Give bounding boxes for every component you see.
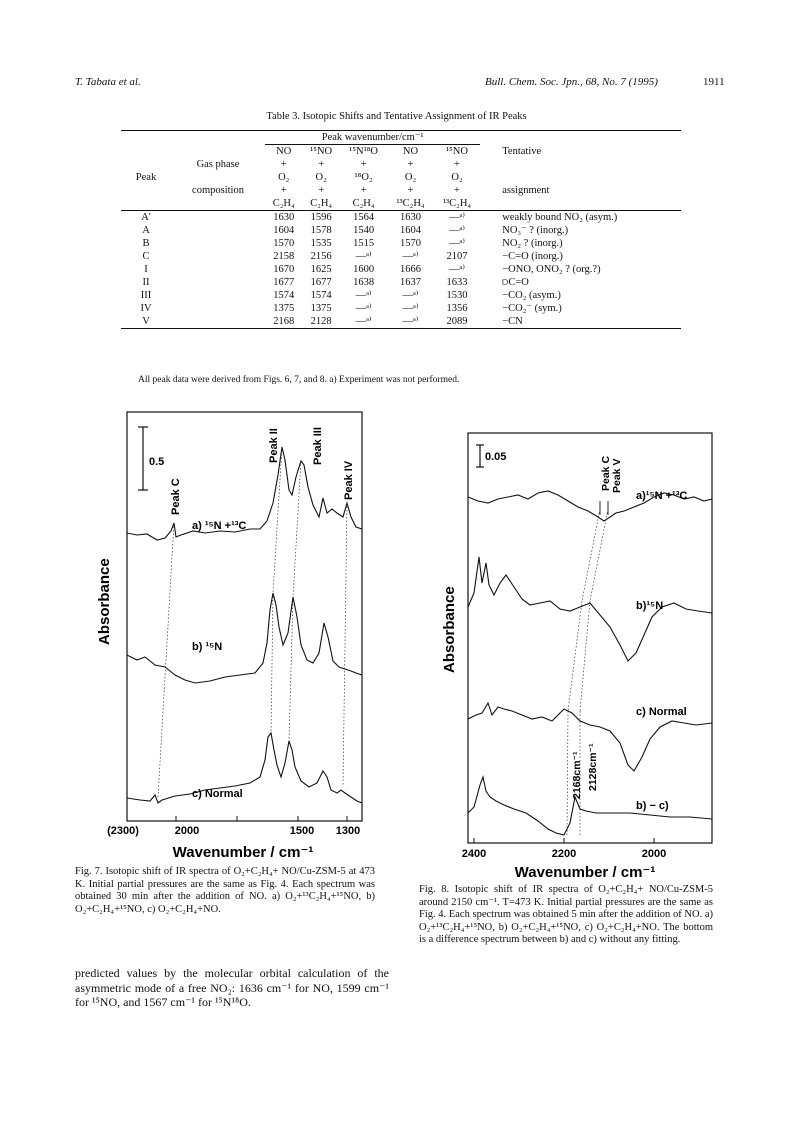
fig8-line-2128-label: 2128cm⁻¹ (587, 743, 599, 791)
value-cell: 1515 (353, 238, 375, 249)
fig8-trace-b-label: b)¹⁵N (636, 600, 664, 612)
fig7-trace-b-label: b) ¹⁵N (192, 641, 223, 653)
fig7-peak-iii-label: Peak III (312, 427, 324, 465)
fig7-trace-a-label: a) ¹⁵N +¹³C (192, 520, 247, 532)
col-head: O₂ (404, 172, 417, 183)
fig8-trace-a-label: a)¹⁵N +¹³C (636, 490, 688, 502)
fig7-peak-c-label: Peak C (170, 478, 182, 515)
fig7-peak-iv-label: Peak IV (343, 460, 355, 500)
peak-cell: C (142, 251, 150, 262)
col-head: + (318, 159, 325, 170)
table-row (121, 289, 681, 302)
fig8-trace-b (468, 557, 712, 661)
col-head: + (360, 185, 367, 196)
table-row (121, 250, 681, 263)
col-head: + (454, 185, 460, 196)
assignment-cell: ⫐C=O (502, 277, 529, 288)
value-cell: 1375 (273, 303, 295, 314)
assignment-cell: −CN (502, 316, 523, 327)
value-cell: 1570 (399, 238, 421, 249)
fig8-xtick: 2400 (461, 848, 487, 860)
col-head: ¹⁵NO (310, 146, 333, 157)
fig8-trace-c-label: c) Normal (636, 706, 687, 718)
value-cell: —ᵃ⁾ (355, 316, 372, 327)
value-cell: 1630 (399, 212, 421, 223)
fig8-xtick: 2200 (551, 848, 577, 860)
assignment-cell: NO₃⁻ ? (inorg.) (502, 225, 569, 236)
peak-wavenumber-header: Peak wavenumber/cm⁻¹ (265, 131, 480, 145)
peak-cell: III (140, 290, 152, 301)
assignment-cell: −C=O (inorg.) (502, 251, 563, 262)
value-cell: 2168 (273, 316, 295, 327)
value-cell: —ᵃ⁾ (449, 212, 465, 223)
value-cell: 1604 (273, 225, 295, 236)
fig8-ylabel: Absorbance (441, 586, 458, 673)
table-row (121, 224, 681, 237)
col-head: ¹³C₂H₄ (442, 198, 472, 209)
peak-cell: IV (140, 303, 152, 314)
col-head: C₂H₄ (272, 198, 295, 209)
table-footnote: All peak data were derived from Figs. 6, 7, and 8. a) Experiment was not performed. (138, 375, 460, 385)
value-cell: —ᵃ⁾ (355, 251, 372, 262)
body-paragraph: predicted values by the molecular orbital calculation of the asymmetric mode of a free NO₂: 1636 cm⁻¹ for NO, 1599 cm⁻¹ for ¹⁵NO, and 1567 cm⁻¹ for ¹⁵N¹⁸O. (75, 966, 389, 1009)
col-head: + (360, 159, 367, 170)
fig7-xtick: 2000 (174, 825, 200, 837)
fig8-xlabel: Wavenumber / cm⁻¹ (514, 864, 656, 880)
col-head: ¹⁵NO (445, 146, 468, 157)
peak-cell: A' (141, 212, 151, 223)
peak-col-label: Peak (135, 172, 157, 183)
fig8-scale-label: 0.05 (485, 451, 507, 463)
fig7-trace-c-label: c) Normal (192, 788, 243, 800)
fig7-caption: Fig. 7. Isotopic shift of IR spectra of O₂+C₂H₄+ NO/Cu-ZSM-5 at 473 K. Initial partial pressures are the same as Fig. 4. Each spectrum was obtained 30 min after the addition of NO. a) O₂+¹³C₂H₄+¹⁵NO, b) O₂+C₂H₄+¹⁵NO, c) O₂+C₂H₄+NO. (75, 866, 375, 915)
fig8-line-2168-label: 2168cm⁻¹ (571, 751, 583, 799)
page-number: 1911 (703, 76, 725, 88)
value-cell: 1633 (446, 277, 468, 288)
fig7-frame (127, 412, 362, 821)
fig7-trace-b (127, 593, 362, 683)
table-row (121, 315, 681, 329)
value-cell: 1540 (353, 225, 375, 236)
col-head: O₂ (315, 172, 327, 183)
fig8-xtick: 2000 (641, 848, 667, 860)
running-header-journal: Bull. Chem. Soc. Jpn., 68, No. 7 (1995) (485, 76, 658, 88)
value-cell: 1630 (273, 212, 295, 223)
fig7-xlabel: Wavenumber / cm⁻¹ (172, 844, 314, 861)
assignment-cell: NO₂ ? (inorg.) (502, 238, 563, 249)
fig7-xtick: (2300) (107, 825, 139, 837)
fig8-peak-c-label: Peak C (600, 455, 612, 491)
col-head: ¹⁵N¹⁸O (349, 146, 378, 157)
table-row (121, 263, 681, 276)
peak-cell: B (142, 238, 150, 249)
fig7-peak-ii-label: Peak II (268, 428, 280, 463)
col-head: NO (402, 146, 419, 157)
value-cell: —ᵃ⁾ (402, 290, 419, 301)
table-row (121, 276, 681, 289)
value-cell: 1535 (310, 238, 332, 249)
col-head: ¹³C₂H₄ (396, 198, 425, 209)
value-cell: 1638 (353, 277, 375, 288)
figure-7 (75, 405, 380, 865)
col-head: O₂ (278, 172, 290, 183)
value-cell: 1600 (353, 264, 375, 275)
figure-8 (430, 425, 720, 880)
fig8-peak-v-label: Peak V (611, 458, 623, 493)
value-cell: —ᵃ⁾ (449, 238, 465, 249)
value-cell: —ᵃ⁾ (449, 225, 465, 236)
assignment-cell: weakly bound NO₂ (asym.) (502, 212, 618, 223)
fig7-xtick: 1300 (335, 825, 361, 837)
peak-cell: II (142, 277, 150, 288)
gas-phase-label: Gas phase (196, 159, 240, 170)
value-cell: 1564 (353, 212, 375, 223)
value-cell: 1677 (273, 277, 295, 288)
value-cell: 1570 (273, 238, 295, 249)
col-head: C₂H₄ (352, 198, 375, 209)
col-head: + (407, 159, 414, 170)
value-cell: 1574 (273, 290, 295, 301)
value-cell: 2107 (446, 251, 468, 262)
col-head: C₂H₄ (310, 198, 333, 209)
assignment-cell: −CO₂⁻ (sym.) (502, 303, 562, 314)
value-cell: 1356 (446, 303, 468, 314)
value-cell: 1604 (399, 225, 421, 236)
assignment-cell: −CO₂ (asym.) (502, 290, 561, 301)
value-cell: 2158 (273, 251, 295, 262)
value-cell: 1596 (310, 212, 332, 223)
col-head: + (318, 185, 325, 196)
peak-cell: I (144, 264, 148, 275)
col-head: O₂ (451, 172, 463, 183)
value-cell: 2156 (310, 251, 332, 262)
peak-cell: A (142, 225, 150, 236)
value-cell: —ᵃ⁾ (402, 316, 419, 327)
running-header-authors: T. Tabata et al. (75, 76, 141, 88)
value-cell: 2089 (446, 316, 468, 327)
value-cell: 1625 (310, 264, 332, 275)
value-cell: 2128 (310, 316, 332, 327)
value-cell: 1670 (273, 264, 295, 275)
table-row (121, 211, 681, 225)
fig7-trace-c (127, 733, 362, 803)
value-cell: 1574 (310, 290, 332, 301)
assignment-cell: −ONO, ONO₂ ? (org.?) (502, 264, 601, 275)
fig7-ylabel: Absorbance (96, 558, 113, 645)
tentative-label: Tentative (502, 145, 542, 157)
assignment-label: assignment (502, 185, 550, 196)
table-row (121, 302, 681, 315)
value-cell: —ᵃ⁾ (355, 303, 372, 314)
composition-label: composition (192, 185, 244, 196)
value-cell: 1530 (446, 290, 468, 301)
table-caption: Table 3. Isotopic Shifts and Tentative Assignment of IR Peaks (266, 111, 527, 122)
col-head: + (454, 159, 460, 170)
fig8-trace-diff-label: b) − c) (636, 800, 669, 812)
value-cell: —ᵃ⁾ (355, 290, 372, 301)
fig7-xtick: 1500 (289, 825, 315, 837)
peak-cell: V (142, 316, 150, 327)
fig7-scale-label: 0.5 (149, 456, 165, 468)
col-head: NO (276, 146, 292, 157)
col-head: + (407, 185, 414, 196)
value-cell: —ᵃ⁾ (402, 303, 419, 314)
col-head: + (280, 185, 287, 196)
value-cell: 1666 (399, 264, 421, 275)
ir-peaks-table (121, 130, 681, 329)
col-head: ¹⁸O₂ (354, 172, 373, 183)
value-cell: —ᵃ⁾ (402, 251, 419, 262)
table-row (121, 237, 681, 250)
value-cell: 1375 (310, 303, 332, 314)
value-cell: —ᵃ⁾ (449, 264, 465, 275)
value-cell: 1637 (399, 277, 421, 288)
fig8-caption: Fig. 8. Isotopic shift of IR spectra of O₂+C₂H₄+ NO/Cu-ZSM-5 around 2150 cm⁻¹. T=473 K. Initial partial pressures are the same as Fig. 4. Each spectrum was obtained 5 min after the addition of NO. a) O₂+¹³C₂H₄+¹⁵NO, b) O₂+C₂H₄+¹⁵NO, c) O₂+C₂H₄+NO. The bottom is a difference spectrum between b) and c) without any fitting. (419, 884, 713, 945)
value-cell: 1677 (310, 277, 332, 288)
value-cell: 1578 (310, 225, 332, 236)
col-head: + (280, 159, 287, 170)
